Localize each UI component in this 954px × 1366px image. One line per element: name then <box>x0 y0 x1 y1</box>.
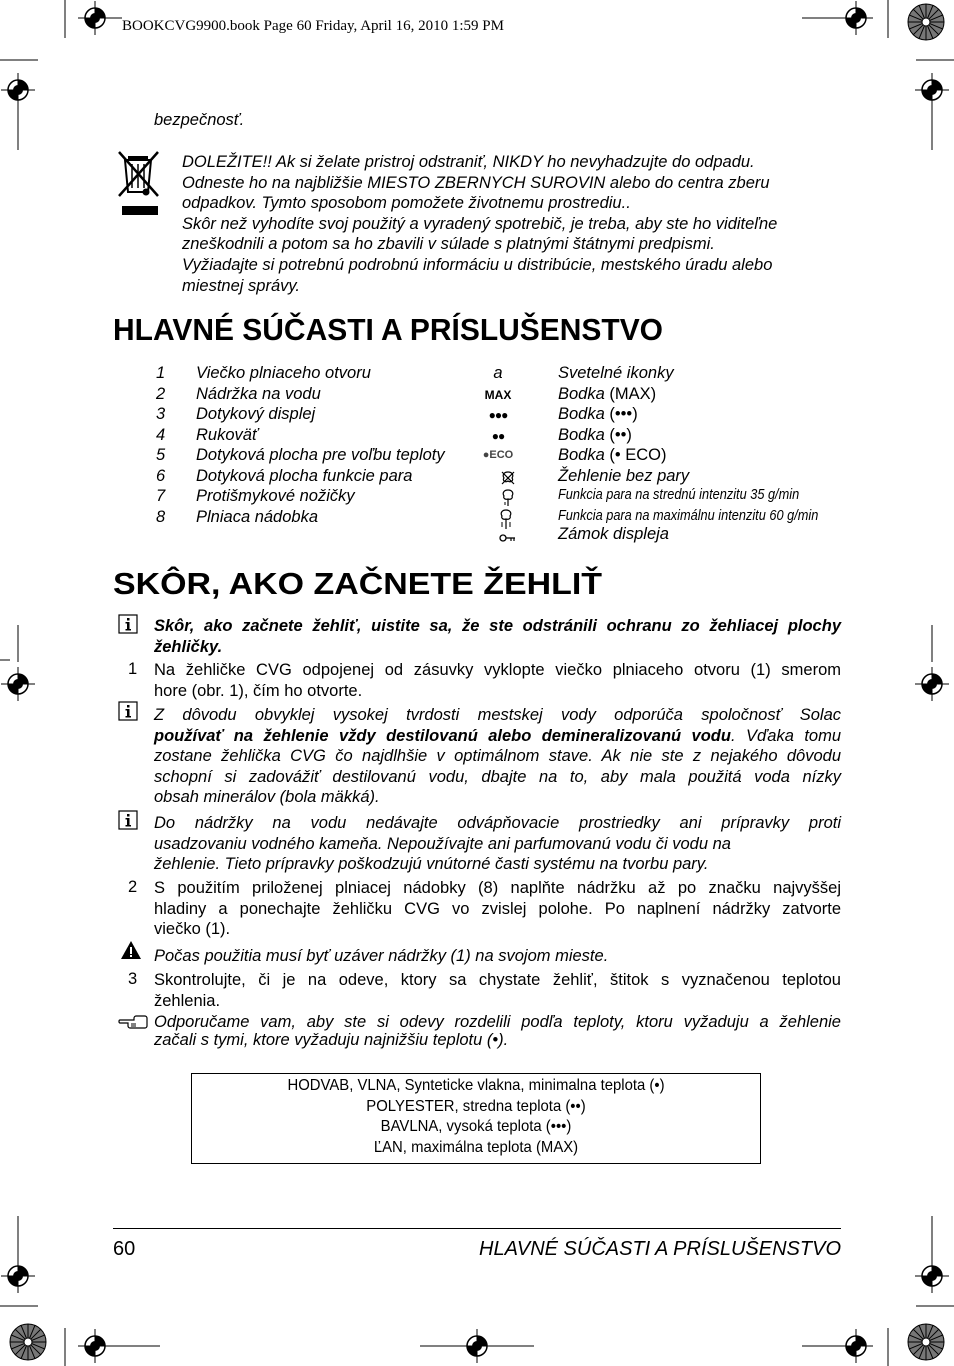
no-steam-icon <box>488 469 528 487</box>
icon-desc: Funkcia para na maximálnu intenzitu 60 g/min <box>558 507 819 524</box>
page-number: 60 <box>113 1238 136 1260</box>
footer-section-title: HLAVNÉ SÚČASTI A PRÍSLUŠENSTVO <box>479 1238 841 1260</box>
part-label: Rukoväť <box>196 425 258 444</box>
icon-desc-value: (•••) <box>604 405 638 423</box>
wheelie-bin-icon <box>116 150 162 218</box>
part-number: 4 <box>156 425 166 444</box>
note-rest: . Vďaka tomu <box>730 726 841 745</box>
disposal-line: odpadkov. Tymto sposobom pomožete životnemu prostrediu.. <box>182 194 631 213</box>
part-label: Nádržka na vodu <box>196 384 321 403</box>
icons-header-symbol: a <box>493 364 503 382</box>
part-label: Viečko plniaceho otvoru <box>196 364 371 382</box>
part-number: 7 <box>156 487 166 505</box>
step-number: 2 <box>128 878 138 896</box>
parts-list <box>156 364 856 554</box>
note-line: žehlenie. Tieto prípravky poškodzujú vnútorné časti systému na tvorbu pary. <box>154 855 709 874</box>
step-line: S použitím priloženej plniacej nádobky (8) naplňte nádržku až po značku najvyššej <box>154 879 841 897</box>
icon-desc-value: (• ECO) <box>604 446 667 464</box>
temperature-row: BAVLNA, vysoká teplota (•••) <box>380 1118 572 1135</box>
step-number: 1 <box>128 660 138 678</box>
tip-line: začali s tymi, ktore vyžaduju najnižšiu teplotu (•). <box>154 1030 509 1049</box>
step-line: hore (obr. 1), čím ho otvorte. <box>154 681 363 700</box>
part-label: Dotyková plocha funkcie para <box>196 466 413 485</box>
note-line: usadzovaniu vodného kameňa. Nepoužívajte ani parfumovanú vodu či vodu na <box>154 834 731 853</box>
disposal-notice <box>182 152 842 296</box>
note-line: žehličky. <box>154 637 223 656</box>
part-number: 6 <box>156 466 166 485</box>
disposal-line: miestnej správy. <box>182 276 300 295</box>
part-label: Plniaca nádobka <box>196 507 319 526</box>
icon-desc: Žehlenie bez pary <box>558 466 690 485</box>
step-line: viečko (1). <box>154 920 231 939</box>
part-number: 8 <box>156 507 166 526</box>
icon-desc: Bodka <box>558 446 605 464</box>
section-title-before-ironing: SKÔR, AKO ZAČNETE ŽEHLIŤ <box>113 566 602 601</box>
medium-steam-icon <box>488 488 528 508</box>
icons-header-desc: Svetelné ikonky <box>558 364 674 382</box>
part-number: 3 <box>156 405 166 423</box>
step-line: Skontrolujte, či je na odeve, ktory sa chystate žehliť, štitok s vyznačenou teplotou <box>154 971 841 989</box>
temperature-row: HODVAB, VLNA, Synteticke vlakna, minimalna teplota (•) <box>287 1077 665 1094</box>
note-line <box>154 726 841 747</box>
step-1-text <box>154 660 841 701</box>
max-steam-icon <box>486 508 526 532</box>
icon-desc-value: (••) <box>604 425 632 444</box>
book-header: BOOKCVG9900.book Page 60 Friday, April 16, 2010 1:59 PM <box>122 18 504 34</box>
part-number: 5 <box>156 446 166 464</box>
two-dots-icon: ●● <box>491 428 505 443</box>
pointing-hand-icon <box>118 1014 148 1030</box>
max-icon: MAX <box>484 387 512 402</box>
part-label: Protišmykové nožičky <box>196 487 355 505</box>
step-number: 3 <box>128 970 138 988</box>
note-line: Do nádržky na vodu nedávajte odvápňovacie prostriedky ani prípravky proti <box>154 814 841 832</box>
key-icon <box>488 533 528 543</box>
info-icon <box>118 614 138 634</box>
three-dots-icon: ●●● <box>488 408 508 422</box>
warning-icon <box>120 940 142 960</box>
temperature-table <box>191 1073 761 1164</box>
icon-desc: Funkcia para na strednú intenzitu 35 g/min <box>558 487 800 503</box>
icon-desc: Bodka <box>558 405 605 423</box>
note-line: Skôr, ako začnete žehliť, uistite sa, že ste odstránili ochranu zo žehliacej plochy <box>154 617 841 635</box>
temperature-row: ĽAN, maximálna teplota (MAX) <box>373 1138 579 1156</box>
note-remove-protection <box>154 616 841 637</box>
eco-icon: ●ECO <box>482 449 514 461</box>
note-line: Z dôvodu obvyklej vysokej tvrdosti mestskej vody odporúča spoločnosť Solac <box>154 706 841 724</box>
temperature-row: POLYESTER, stredna teplota (••) <box>366 1097 586 1115</box>
footer-divider <box>113 1228 841 1229</box>
step-3-text <box>154 970 841 1011</box>
disposal-line: Vyžiadajte si potrebnú podrobnú informáciu u distribúcie, mestského úradu alebo <box>182 255 773 274</box>
disposal-line: zneškodnili a potom sa ho zbavili v súlade s platnými štátnymi predpismi. <box>182 235 715 254</box>
note-distilled-water <box>154 705 841 808</box>
part-label: Dotyková plocha pre voľbu teploty <box>196 446 445 464</box>
part-label: Dotykový displej <box>196 405 316 423</box>
step-line: žehlenia. <box>154 991 221 1010</box>
disposal-line: DOLEŽITE!! Ak si želate pristroj odstraniť, NIKDY ho nevyhadzujte do odpadu. <box>182 153 755 171</box>
disposal-line: Skôr než vyhodíte svoj použitý a vyradený spotrebič, je treba, aby ste ho viditeľne <box>182 214 778 233</box>
step-line: Na žehličke CVG odpojenej od zásuvky vyklopte viečko plniaceho otvoru (1) smerom <box>154 661 841 679</box>
icon-desc-value: (MAX) <box>604 384 657 403</box>
part-number: 2 <box>156 384 166 403</box>
note-emphasis: používať na žehlenie vždy destilovanú alebo demineralizovanú vodu <box>154 726 731 745</box>
icon-desc: Zámok displeja <box>558 525 669 543</box>
step-2-text <box>154 878 841 940</box>
note-line: schopní si zadovážiť destilovanú vodu, dbajte na to, aby mala použitá voda nízky <box>154 767 841 786</box>
part-number: 1 <box>156 364 166 382</box>
info-icon <box>118 810 138 830</box>
warning-text: Počas použitia musí byť uzáver nádržky (1) na svojom mieste. <box>154 947 609 965</box>
disposal-line: Odneste ho na najbližšie MIESTO ZBERNYCH SUROVIN alebo do centra zberu <box>182 173 770 192</box>
section-title-components: HLAVNÉ SÚČASTI A PRÍSLUŠENSTVO <box>113 312 663 347</box>
step-line: hladiny a ponechajte žehličku CVG vo zvislej polohe. Po naplnení nádržky zatvorte <box>154 899 841 918</box>
tip-text <box>154 1014 841 1049</box>
icon-desc: Bodka <box>558 425 605 444</box>
note-line: zostane žehlička CVG čo najdlhšie v optimálnom stave. Ak nie ste z nejakého dôvodu <box>154 747 841 766</box>
tip-line: Odporučame vam, aby ste si odevy rozdelili podľa teploty, ktoru vyžaduju a žehlenie <box>154 1013 841 1031</box>
note-no-descalers <box>154 813 841 875</box>
continuation-text: bezpečnosť. <box>154 111 245 129</box>
note-line: obsah minerálov (bola mäkká). <box>154 788 380 807</box>
info-icon <box>118 701 138 721</box>
icon-desc: Bodka <box>558 384 605 403</box>
